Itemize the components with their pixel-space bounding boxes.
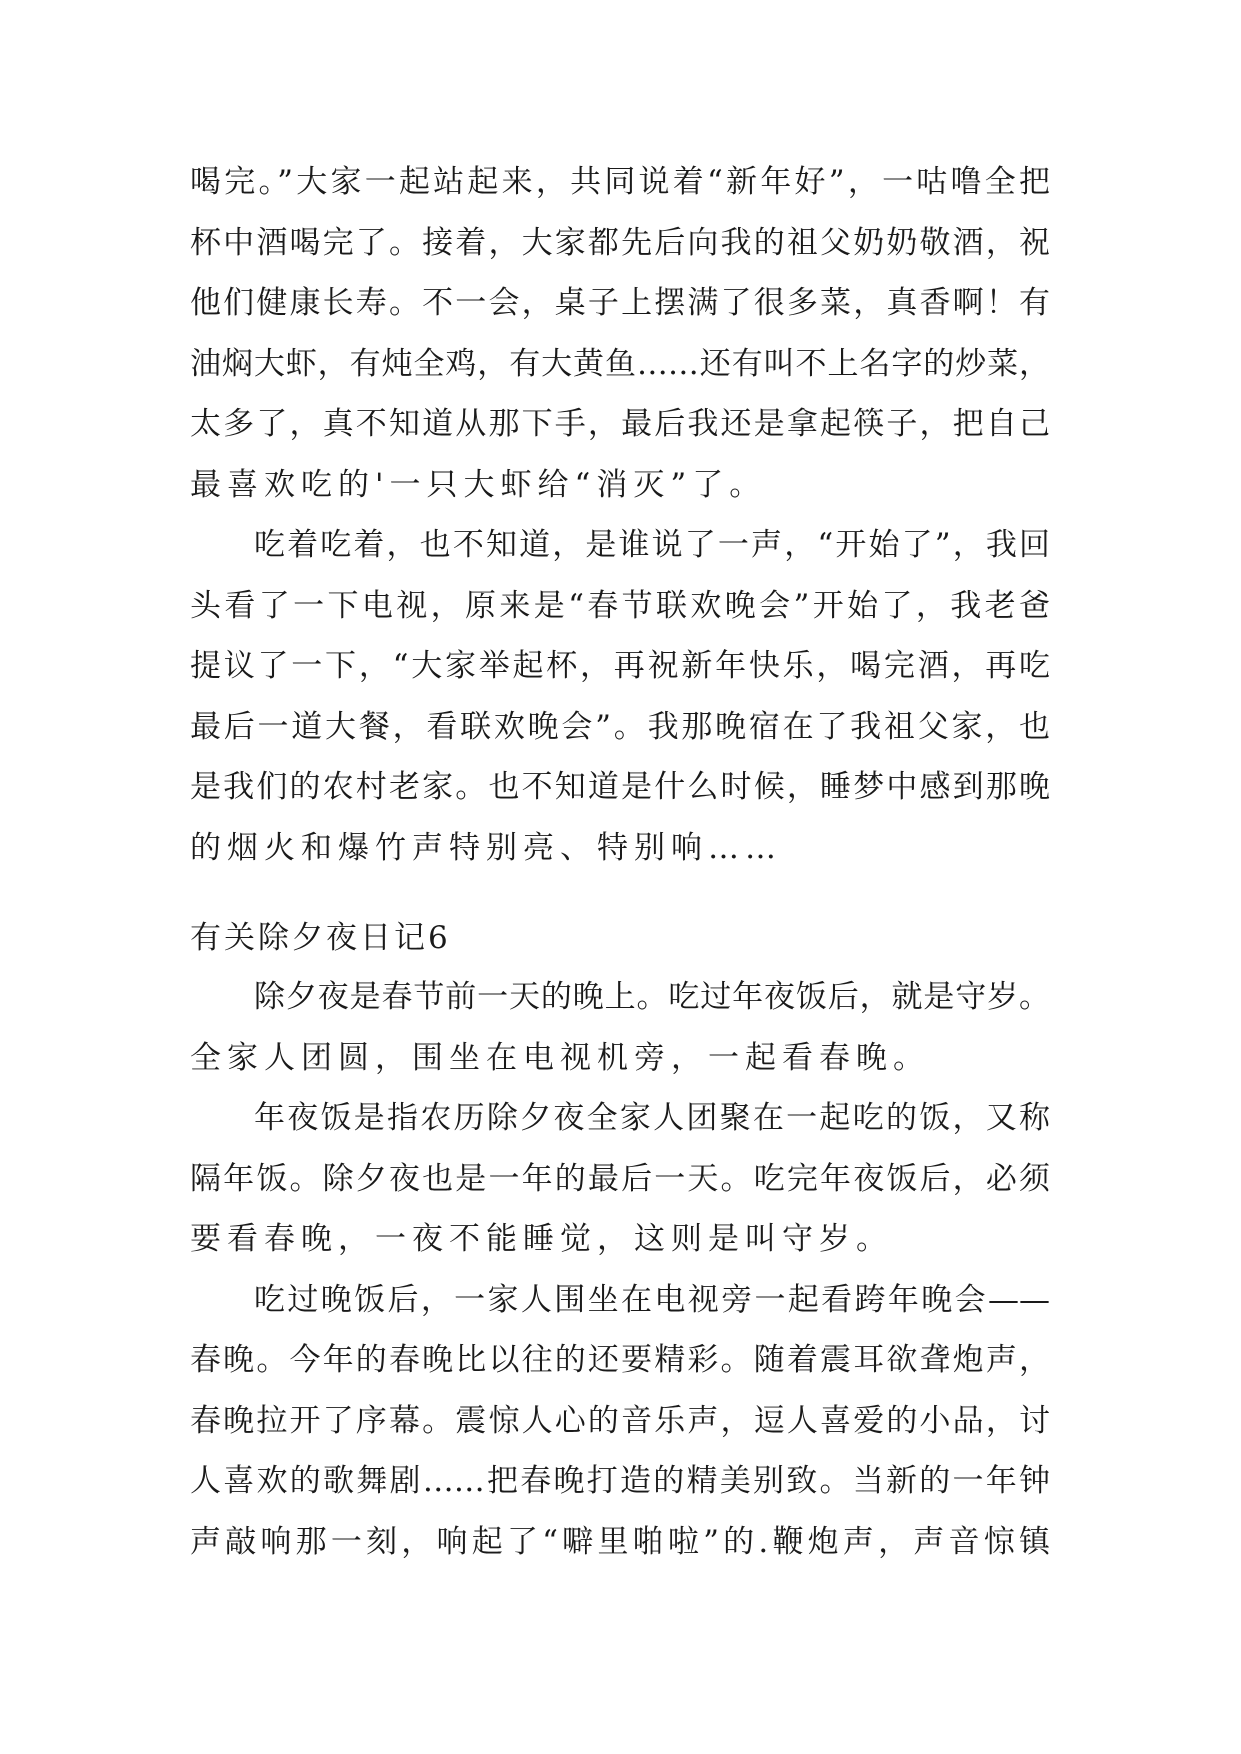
- text-line: 全家人团圆，围坐在电视机旁，一起看春晚。: [190, 1039, 930, 1076]
- text-line: 春晚拉开了序幕。震惊人心的音乐声，逗人喜爱的小品，讨: [190, 1402, 1050, 1439]
- text-line: 年夜饭是指农历除夕夜全家人团聚在一起吃的饭，又称: [254, 1100, 1050, 1136]
- text-line: 头看了一下电视，原来是“春节联欢晚会”开始了，我老爸: [190, 587, 1050, 624]
- text-line: 他们健康长寿。不一会，桌子上摆满了很多菜，真香啊！有: [190, 285, 1050, 321]
- text-line: 吃着吃着，也不知道，是谁说了一声，“开始了”，我回: [254, 527, 1050, 563]
- paragraph: [190, 1088, 1050, 1270]
- text-line: 最喜欢吃的'一只大虾给“消灭”了。: [190, 466, 767, 503]
- section-2-text: [190, 967, 1050, 1572]
- text-line: 油焖大虾，有炖全鸡，有大黄鱼……还有叫不上名字的炒菜，: [190, 345, 1050, 382]
- text-line: 是我们的农村老家。也不知道是什么时候，睡梦中感到那晚: [190, 769, 1050, 805]
- text-line: 杯中酒喝完了。接着，大家都先后向我的祖父奶奶敬酒，祝: [190, 224, 1050, 261]
- text-line: 太多了，真不知道从那下手，最后我还是拿起筷子，把自己: [190, 406, 1050, 442]
- section-heading: 有关除夕夜日记6: [190, 920, 451, 956]
- paragraph: [190, 152, 1050, 515]
- text-line: 提议了一下，“大家举起杯，再祝新年快乐，喝完酒，再吃: [190, 648, 1050, 684]
- text-line: 最后一道大餐，看联欢晚会”。我那晚宿在了我祖父家，也: [190, 708, 1050, 745]
- text-line: 吃过晚饭后，一家人围坐在电视旁一起看跨年晚会——: [254, 1281, 1050, 1318]
- section-1-text: [190, 152, 1050, 878]
- text-line: 声敲响那一刻，响起了“噼里啪啦”的.鞭炮声，声音惊镇: [190, 1523, 1050, 1560]
- text-line: 除夕夜是春节前一天的晚上。吃过年夜饭后，就是守岁。: [254, 979, 1050, 1015]
- paragraph: [190, 967, 1050, 1088]
- text-line: 隔年饭。除夕夜也是一年的最后一天。吃完年夜饭后，必须: [190, 1160, 1050, 1197]
- text-line: 要看春晚，一夜不能睡觉，这则是叫守岁。: [190, 1221, 893, 1257]
- text-line: 人喜欢的歌舞剧……把春晚打造的精美别致。当新的一年钟: [190, 1463, 1050, 1499]
- text-line: 喝完。”大家一起站起来，共同说着“新年好”，一咕噜全把: [190, 164, 1050, 200]
- paragraph: [190, 1270, 1050, 1573]
- text-line: 春晚。今年的春晚比以往的还要精彩。随着震耳欲聋炮声，: [190, 1342, 1050, 1378]
- text-line: 的烟火和爆竹声特别亮、特别响……: [190, 829, 782, 866]
- paragraph: [190, 515, 1050, 878]
